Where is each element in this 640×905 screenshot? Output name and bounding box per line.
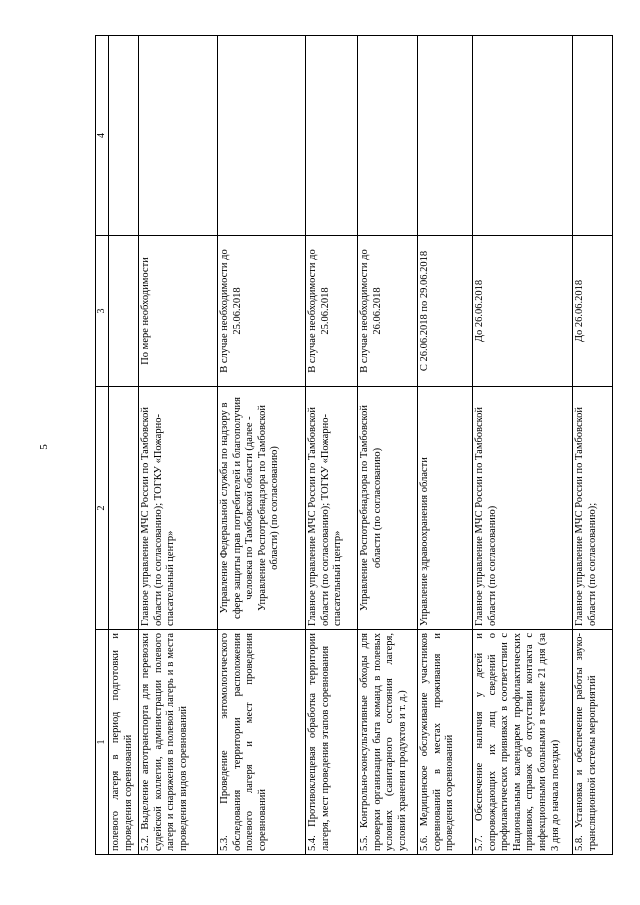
event-cell: 5.3. Проведение энтомологического обследования территории расположения полевого лагеря и мест проведения соревнований	[218, 630, 306, 855]
deadline-cell: До 26.06.2018	[573, 236, 613, 387]
event-cell: 5.5. Контрольно-консультативные обходы для проверки организации быта команд в полевых условиях (санитарного состояния лагеря, условий хранения продуктов и т. д.)	[358, 630, 418, 855]
responsible-cell: Управление Федеральной службы по надзору в сфере защиты прав потребителей и благополучия человека по Тамбовской области (далее - Управление Роспотребнадзора по Тамбовской области) (по согласованию)	[218, 387, 306, 630]
responsible-cell: Главное управление МЧС России по Тамбовской области (по согласованию);	[573, 387, 613, 630]
page-number: 5	[38, 444, 50, 450]
plan-table	[95, 35, 613, 855]
note-cell	[418, 36, 473, 236]
deadline-cell: В случае необходимости до 25.06.2018	[218, 236, 306, 387]
table-row	[418, 36, 473, 855]
table-row	[358, 36, 418, 855]
header-row	[96, 36, 109, 855]
event-cell: полевого лагеря в период подготовки и проведения соревнований	[109, 630, 139, 855]
table-row	[573, 36, 613, 855]
event-cell: 5.6. Медицинское обслуживание участников соревнований в местах проживания и проведения соревнований	[418, 630, 473, 855]
rotated-table-container	[95, 40, 620, 855]
responsible-cell: Управление Роспотребнадзора по Тамбовской области (по согласованию)	[358, 387, 418, 630]
note-cell	[306, 36, 358, 236]
deadline-cell: В случае необходимости до 25.06.2018	[306, 236, 358, 387]
note-cell	[573, 36, 613, 236]
event-cell: 5.2. Выделение автотранспорта для перевозки судейской коллегии, администрации полевого лагеря и снаряжения в полевой лагерь и в места проведения видов соревнований	[139, 630, 218, 855]
note-cell	[218, 36, 306, 236]
table-row	[109, 36, 139, 855]
header-col-1: 1	[96, 630, 109, 855]
note-cell	[358, 36, 418, 236]
note-cell	[109, 36, 139, 236]
responsible-cell: Главное управление МЧС России по Тамбовской области (по согласованию); ТОГКУ «Пожарно-спасательный центр»	[139, 387, 218, 630]
deadline-cell	[109, 236, 139, 387]
deadline-cell: С 26.06.2018 по 29.06.2018	[418, 236, 473, 387]
event-cell: 5.4. Противоклещевая обработка территории лагеря, мест проведения этапов соревнования	[306, 630, 358, 855]
deadline-cell: До 26.06.2018	[473, 236, 573, 387]
responsible-cell	[109, 387, 139, 630]
table-row	[473, 36, 573, 855]
table-row	[218, 36, 306, 855]
event-cell: 5.7. Обеспечение наличия у детей и сопровождающих их лиц сведений о профилактических прививках в соответствии с Национальным календарем профилактических прививок, справок об отсутствии контакта с инфекционными больными в течение 21 дня (за 3 дня до начала поездки)	[473, 630, 573, 855]
responsible-cell: Управление здравоохранения области	[418, 387, 473, 630]
event-cell: 5.8. Установка и обеспечение работы звуко-трансляционной системы мероприятий	[573, 630, 613, 855]
note-cell	[139, 36, 218, 236]
deadline-cell: По мере необходимости	[139, 236, 218, 387]
header-col-3: 3	[96, 236, 109, 387]
table-row	[306, 36, 358, 855]
header-col-2: 2	[96, 387, 109, 630]
responsible-cell: Главное управление МЧС России по Тамбовской области (по согласованию)	[473, 387, 573, 630]
deadline-cell: В случае необходимости до 26.06.2018	[358, 236, 418, 387]
table-row	[139, 36, 218, 855]
responsible-cell: Главное управление МЧС России по Тамбовской области (по согласованию); ТОГКУ «Пожарно-спасательный центр»	[306, 387, 358, 630]
header-col-4: 4	[96, 36, 109, 236]
note-cell	[473, 36, 573, 236]
